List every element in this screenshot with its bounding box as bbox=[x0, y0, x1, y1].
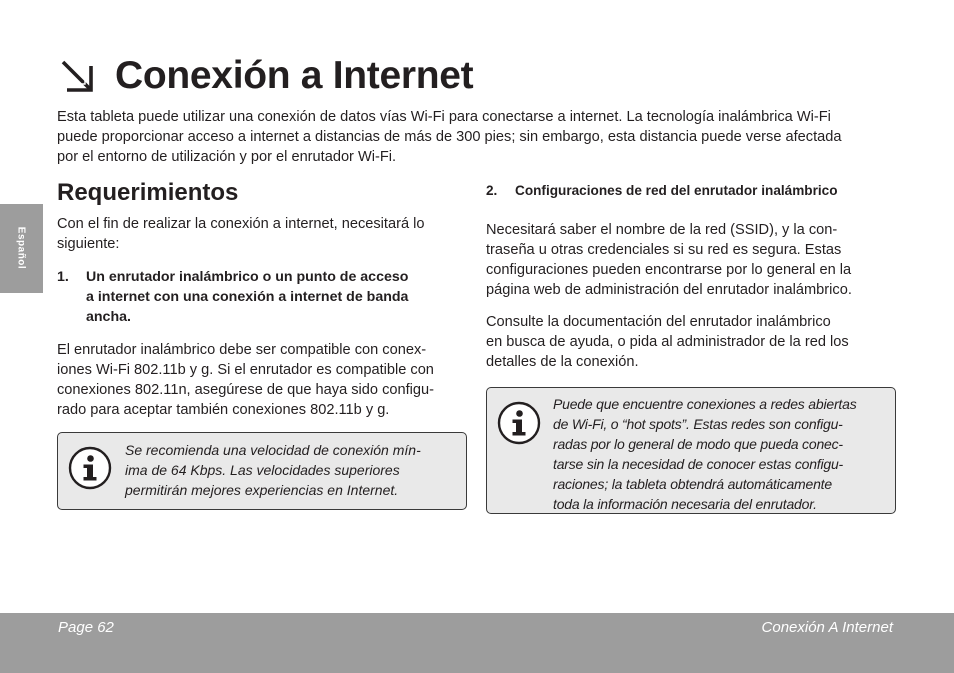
intro-line: puede proporcionar acceso a internet a distancias de más de 300 pies; sin embargo, esta distancia puede verse afectada bbox=[57, 129, 842, 145]
page-title: Conexión a Internet bbox=[115, 54, 474, 97]
text-line: a internet con una conexión a internet de banda bbox=[86, 289, 409, 305]
text-line: configuraciones pueden encontrarse por lo general en la bbox=[486, 262, 852, 278]
network-settings-paragraph bbox=[486, 220, 896, 300]
text-line: traseña u otras credenciales si su red es segura. Estas bbox=[486, 242, 842, 258]
text-line: Se recomienda una velocidad de conexión mín- bbox=[125, 442, 421, 458]
item-text bbox=[86, 267, 408, 327]
compatibility-paragraph bbox=[57, 340, 467, 420]
documentation-paragraph bbox=[486, 312, 896, 372]
text-line: conexiones 802.11n, asegúrese de que haya sido configu- bbox=[57, 382, 435, 398]
text-line: en busca de ayuda, o pida al administrador de la red los bbox=[486, 334, 849, 350]
text-line: rado para aceptar también conexiones 802.11b y g. bbox=[57, 402, 390, 418]
text-line: permitirán mejores experiencias en Internet. bbox=[125, 482, 399, 498]
page-title-row bbox=[57, 48, 473, 104]
text-line: siguiente: bbox=[57, 236, 120, 252]
left-column bbox=[57, 176, 467, 510]
item-number: 1. bbox=[57, 269, 69, 285]
text-line: tarse sin la necesidad de conocer estas configu- bbox=[553, 456, 844, 472]
language-tab-label: Español bbox=[15, 226, 27, 270]
text-line: Necesitará saber el nombre de la red (SSID), y la con- bbox=[486, 222, 838, 238]
requirements-intro bbox=[57, 214, 467, 254]
section-name: Conexión A Internet bbox=[761, 619, 893, 636]
down-right-arrow-icon bbox=[57, 56, 97, 96]
requirement-item-1 bbox=[57, 267, 467, 327]
intro-paragraph bbox=[57, 107, 895, 167]
requirements-heading: Requerimientos bbox=[57, 179, 239, 206]
hotspot-note-text bbox=[553, 394, 887, 513]
text-line: ancha. bbox=[86, 309, 131, 325]
text-line: Consulte la documentación del enrutador inalámbrico bbox=[486, 314, 831, 330]
text-line: toda la información necesaria del enrutador. bbox=[553, 496, 817, 512]
item-text: Configuraciones de red del enrutador inalámbrico bbox=[515, 183, 838, 198]
speed-note-text bbox=[125, 440, 458, 509]
text-line: Con el fin de realizar la conexión a internet, necesitará lo bbox=[57, 216, 425, 232]
text-line: de Wi-Fi, o “hot spots”. Estas redes son configu- bbox=[553, 416, 843, 432]
requirement-item-2 bbox=[486, 181, 896, 201]
language-tab bbox=[0, 204, 43, 293]
text-line: Puede que encuentre conexiones a redes abiertas bbox=[553, 396, 857, 412]
item-number: 2. bbox=[486, 183, 498, 198]
text-line: iones Wi-Fi 802.11b y g. Si el enrutador es compatible con bbox=[57, 362, 434, 378]
info-icon bbox=[68, 446, 112, 490]
text-line: detalles de la conexión. bbox=[486, 354, 639, 370]
text-line: ima de 64 Kbps. Las velocidades superiores bbox=[125, 462, 400, 478]
text-line: radas por lo general de modo que pueda conec- bbox=[553, 436, 843, 452]
intro-line: por el entorno de utilización y por el enrutador Wi-Fi. bbox=[57, 149, 397, 165]
speed-note-box bbox=[57, 432, 467, 510]
hotspot-note-box bbox=[486, 387, 896, 514]
text-line: raciones; la tableta obtendrá automáticamente bbox=[553, 476, 832, 492]
text-line: Un enrutador inalámbrico o un punto de acceso bbox=[86, 269, 409, 285]
page-number: Page 62 bbox=[58, 619, 114, 636]
text-line: página web de administración del enrutador inalámbrico. bbox=[486, 282, 852, 298]
intro-line: Esta tableta puede utilizar una conexión de datos vías Wi-Fi para conectarse a internet. La tecnología inalámbrica Wi-Fi bbox=[57, 109, 831, 125]
text-line: El enrutador inalámbrico debe ser compatible con conex- bbox=[57, 342, 427, 358]
right-column bbox=[486, 176, 896, 514]
page-footer bbox=[0, 613, 954, 673]
info-icon bbox=[497, 401, 541, 445]
